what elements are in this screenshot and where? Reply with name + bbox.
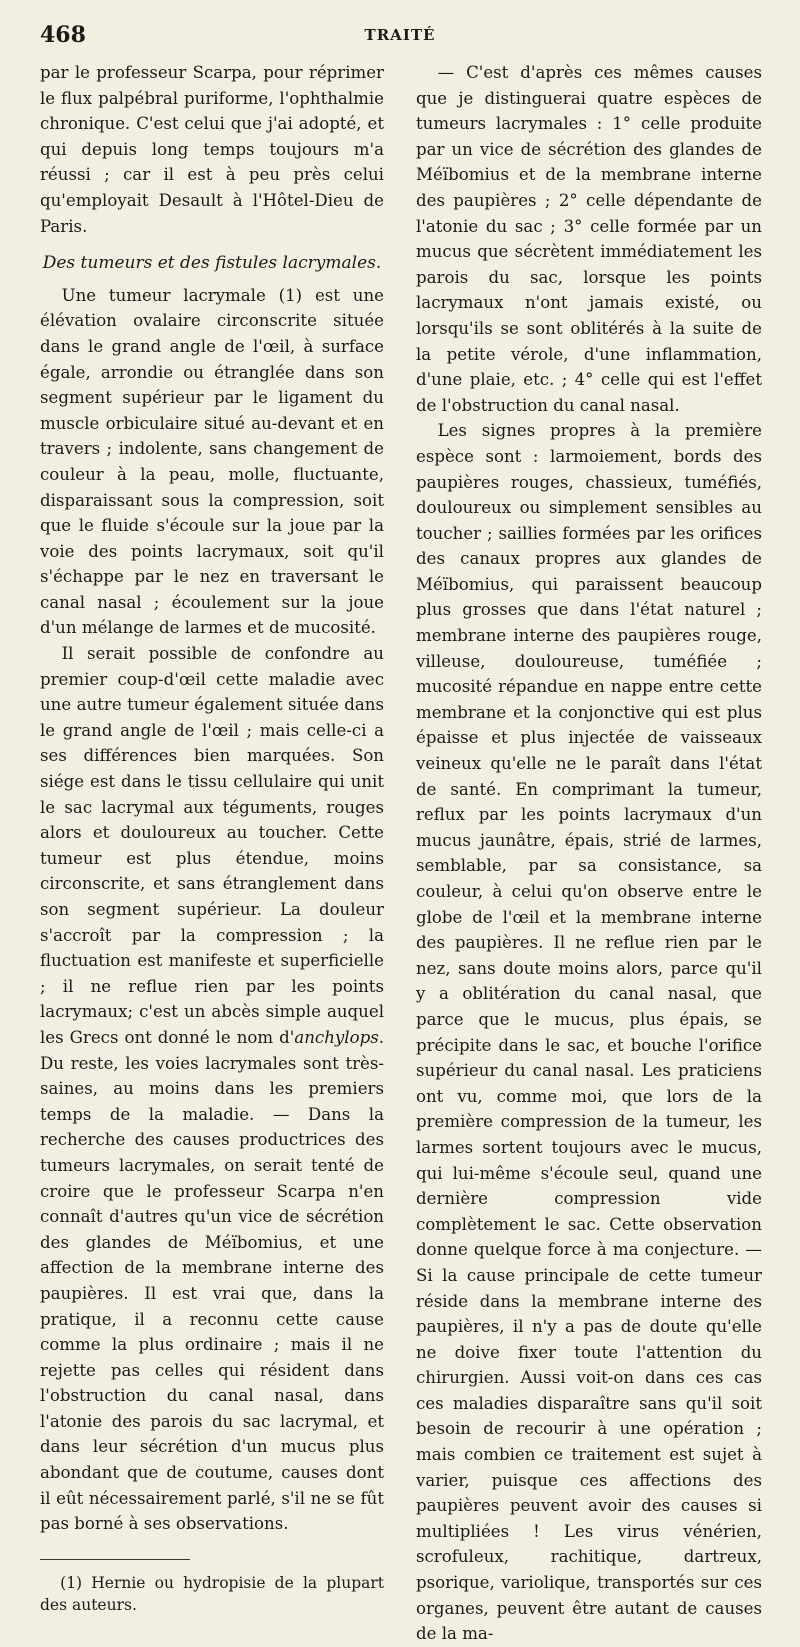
paragraph: Une tumeur lacrymale (1) est une élévation ovalaire circonscrite située dans le grand angle de l'œil, à surface égale, arrondie ou étranglée dans son segment supérieur par le ligament du muscle orbiculaire situé au-devant et en travers ; indolente, sans changement de couleur à la peau, molle, fluctuante, disparaissant sous la compression, soit que le fluide s'écoule sur la joue par la voie des points lacrymaux, soit qu'il s'échappe par le nez en traversant le canal nasal ; écoulement sur la joue d'un mélange de larmes et de mucosité. — [40, 285, 384, 638]
footnote: (1) Hernie ou hydropisie de la plupart des auteurs. — [40, 1573, 384, 1614]
right-column — [416, 60, 762, 1647]
paragraph-text: Il serait possible de confondre au premier coup-d'œil cette maladie avec une autre tumeur également située dans le grand angle de l'œil ; mais celle-ci a ses différences bien marquées. Son siége est dans le tissu cellulaire qui unit le sac lacrymal aux téguments, rouges alors et douloureux au toucher. Cette tumeur est plus étendue, moins circonscrite, et sans étranglement dans son segment supérieur. La douleur s'accroît par la compression ; la fluctuation est manifeste et superficielle ; il ne reflue rien par les points lacrymaux; c'est un abcès simple auquel les Grecs ont donné le nom d' — [40, 644, 384, 1047]
paragraph-text: . Du reste, les voies lacrymales sont très-saines, au moins dans les premiers temps de la maladie. — Dans la recherche des causes productrices des tumeurs lacrymales, on serait tenté de croire que le professeur Scarpa n'en connaît d'autres qu'un vice de sécrétion des glandes de Méïbomius, et une affection de la membrane interne des paupières. Il est vrai que, dans la pratique, il a reconnu cette cause comme la plus ordinaire ; mais il ne rejette pas celles qui résident dans l'obstruction du canal nasal, dans l'atonie des parois du sac lacrymal, et dans leur sécrétion d'un mucus plus abondant que de coutume, causes dont il eût nécessairement parlé, s'il ne se fût pas borné à ses observations. — [40, 1027, 384, 1534]
left-column — [40, 60, 384, 1616]
paragraph — [40, 641, 384, 1537]
running-title: TRAITÉ — [364, 26, 436, 44]
paragraph: Les signes propres à la première espèce sont : larmoiement, bords des paupières rouges, chassieux, tuméfiés, douloureux ou simplement sensibles au toucher ; saillies formées par les orifices des canaux propres aux glandes de Méïbomius, qui paraissent beaucoup plus grosses que dans l'état naturel ; membrane interne des paupières rouge, villeuse, douloureuse, tuméfiée ; mucosité répandue en nappe entre cette membrane et la conjonctive qui est plus épaisse et plus injectée de vaisseaux veineux qu'elle ne le paraît dans l'état de santé. En comprimant la tumeur, reflux par les points lacrymaux d'un mucus jaunâtre, épais, strié de larmes, semblable, par sa consistance, sa couleur, à celui qu'on observe entre le globe de l'œil et la membrane interne des paupières. Il ne reflue rien par le nez, sans doute moins alors, parce qu'il y a oblitération du canal nasal, que parce que le mucus, plus épais, se précipite dans le sac, et bouche l'orifice supérieur du canal nasal. Les praticiens ont vu, comme moi, que lors de la première compression de la tumeur, les larmes sortent toujours avec le mucus, qui lui-même s'écoule seul, quand une dernière compression vide complètement le sac. Cette observation donne quelque force à ma conjecture. — Si la cause principale de cette tumeur réside dans la membrane interne des paupières, il n'y a pas de doute qu'elle ne doive fixer toute l'attention du chirurgien. Aussi voit-on dans ces cas ces maladies disparaître sans qu'il soit besoin de recourir à une opération ; mais combien ce traitement est sujet à varier, puisque ces affections des paupières peuvent avoir des causes si multipliées ! Les virus vénérien, scrofuleux, rachitique, dartreux, psorique, variolique, transportés sur ces organes, peuvent être autant de causes de la ma- — [416, 421, 762, 1644]
page-number: 468 — [40, 22, 86, 48]
greek-term: anchylops — [294, 1027, 379, 1047]
footnote-divider — [40, 1559, 190, 1560]
section-title: Des tumeurs et des fistules lacrymales. — [42, 253, 382, 274]
paragraph: — C'est d'après ces mêmes causes que je distinguerai quatre espèces de tumeurs lacrymales : 1° celle produite par un vice de sécrétion des glandes de Méïbomius et de la membrane interne des paupières ; 2° celle dépendante de l'atonie du sac ; 3° celle formée par un mucus que sécrètent immédiatement les parois du sac, lorsque les points lacrymaux n'ont jamais existé, ou lorsqu'ils se sont oblitérés à la suite de la petite vérole, d'une inflammation, d'une plaie, etc. ; 4° celle qui est l'effet de l'obstruction du canal nasal. — [416, 63, 762, 415]
paragraph: par le professeur Scarpa, pour réprimer le flux palpébral puriforme, l'ophthalmie chronique. C'est celui que j'ai adopté, et qui depuis long temps toujours m'a réussi ; car il est à peu près celui qu'employait Desault à l'Hôtel-Dieu de Paris. — [40, 63, 384, 236]
